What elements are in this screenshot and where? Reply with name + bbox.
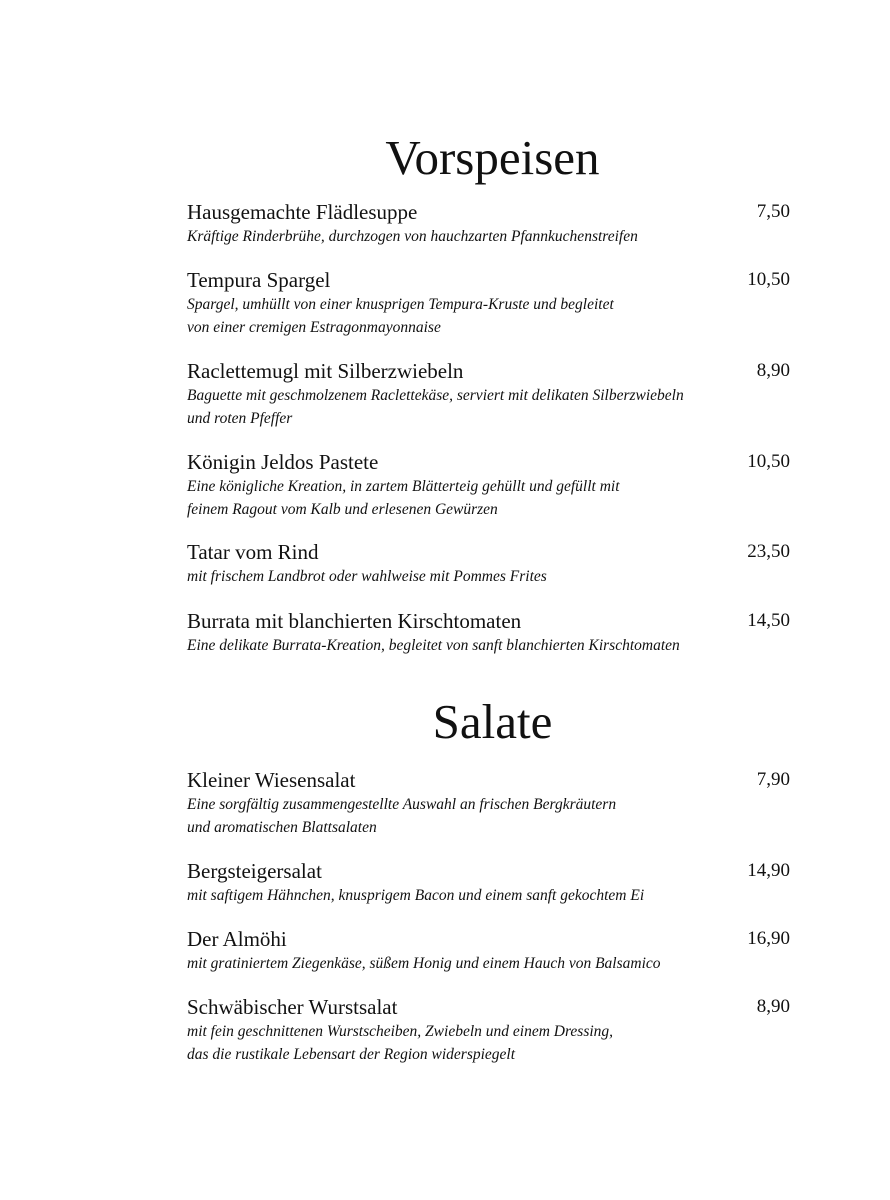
item-price: 7,50: [756, 201, 790, 222]
item-description: Eine sorgfältig zusammengestellte Auswahl an frischen Bergkräutern und aromatischen Blattsalaten: [187, 796, 617, 836]
item-description: Spargel, umhüllt von einer knusprigen Tempura-Kruste und begleitet von einer cremigen Estragonmayonnaise: [187, 296, 614, 336]
item-description: mit saftigem Hähnchen, knusprigem Bacon und einem sanft gekochtem Ei: [187, 887, 645, 904]
item-name: Burrata mit blanchierten Kirschtomaten: [187, 609, 522, 633]
item-price: 10,50: [747, 269, 790, 290]
item-name: Kleiner Wiesensalat: [187, 768, 356, 792]
item-price: 8,90: [756, 996, 790, 1017]
item-description: Eine königliche Kreation, in zartem Blätterteig gehüllt und gefüllt mit feinem Ragout vom Kalb und erlesenen Gewürzen: [187, 478, 620, 518]
item-name: Tempura Spargel: [187, 268, 331, 292]
item-name: Königin Jeldos Pastete: [187, 450, 379, 474]
item-price: 14,50: [747, 610, 790, 631]
item-description: Baguette mit geschmolzenem Raclettekäse, serviert mit delikaten Silberzwiebeln und roten Pfeffer: [187, 387, 684, 427]
menu-item: [187, 858, 790, 907]
section-title-salate: Salate: [432, 694, 553, 749]
item-name: Tatar vom Rind: [187, 540, 319, 564]
menu-item: [187, 267, 790, 339]
item-description: Kräftige Rinderbrühe, durchzogen von hauchzarten Pfannkuchenstreifen: [187, 228, 638, 245]
menu-item: [187, 608, 790, 657]
menu-item: [187, 358, 790, 430]
item-name: Schwäbischer Wurstsalat: [187, 995, 398, 1019]
menu-item: [187, 539, 790, 588]
item-name: Raclettemugl mit Silberzwiebeln: [187, 359, 464, 383]
item-price: 14,90: [747, 860, 790, 881]
item-price: 23,50: [747, 541, 790, 562]
item-description: mit gratiniertem Ziegenkäse, süßem Honig und einem Hauch von Balsamico: [187, 955, 661, 972]
menu-item: [187, 449, 790, 521]
item-price: 16,90: [747, 928, 790, 949]
menu-item: [187, 926, 790, 975]
item-price: 10,50: [747, 451, 790, 472]
item-name: Der Almöhi: [187, 927, 287, 951]
item-name: Bergsteigersalat: [187, 859, 322, 883]
section-title-vorspeisen: Vorspeisen: [385, 130, 600, 185]
item-description: mit frischem Landbrot oder wahlweise mit Pommes Frites: [187, 568, 547, 585]
menu-item: [187, 994, 790, 1066]
item-description: mit fein geschnittenen Wurstscheiben, Zwiebeln und einem Dressing, das die rustikale Lebensart der Region widerspiegelt: [187, 1023, 614, 1063]
menu-item: [187, 199, 790, 248]
item-price: 8,90: [756, 360, 790, 381]
item-name: Hausgemachte Flädlesuppe: [187, 200, 418, 224]
item-description: Eine delikate Burrata-Kreation, begleitet von sanft blanchierten Kirschtomaten: [187, 637, 680, 654]
item-price: 7,90: [756, 769, 790, 790]
menu-item: [187, 767, 790, 839]
